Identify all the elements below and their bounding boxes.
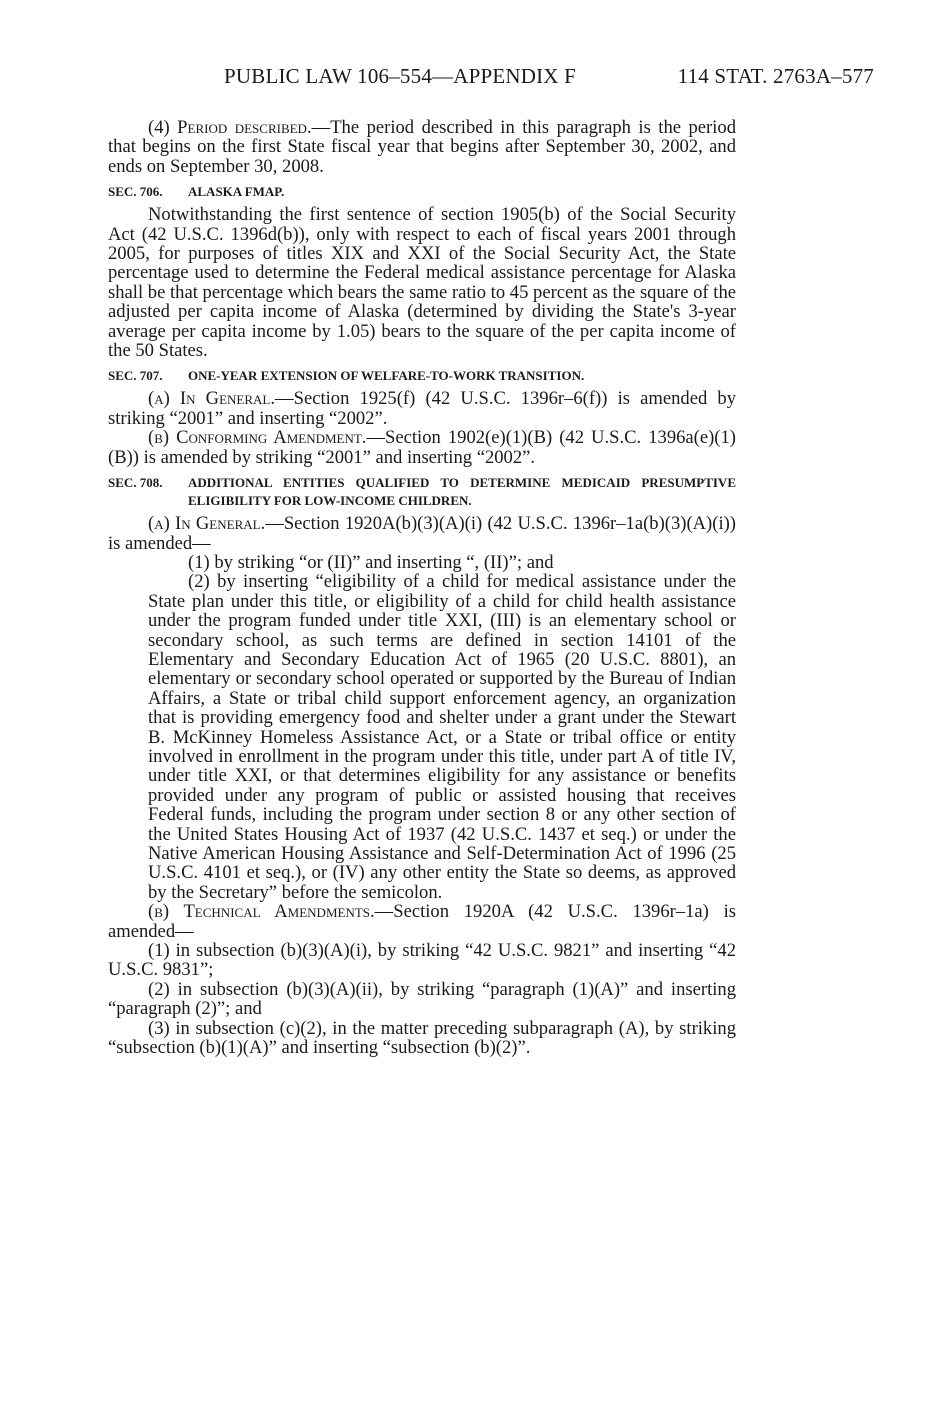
section-707-subsection-a (108, 389, 736, 428)
section-707-b-heading: (b) Conforming Amendment. (148, 427, 367, 449)
section-707-number: SEC. 707. (108, 368, 163, 384)
section-708-a-paragraph-1: (1) by striking “or (II)” and inserting “, (II)”; and (188, 551, 554, 573)
section-706-title: ALASKA FMAP. (188, 184, 285, 200)
section-708-a-text: —Section 1920A(b)(3)(A)(i) (42 U.S.C. 1396r–1a(b)(3)(A)(i)) is amended— (108, 513, 736, 554)
section-708-title: ADDITIONAL ENTITIES QUALIFIED TO DETERMINE MEDICAID PRESUMPTIVE ELIGIBILITY FOR LOW-INCOME CHILDREN. (188, 475, 736, 509)
section-708-b-text: —Section 1920A (42 U.S.C. 1396r–1a) is amended— (108, 901, 736, 942)
section-706-number: SEC. 706. (108, 184, 163, 200)
section-707-subsection-b (108, 428, 736, 467)
section-707-b-text: —Section 1902(e)(1)(B) (42 U.S.C. 1396a(e)(1)(B)) is amended by striking “2001” and inserting “2002”. (108, 427, 736, 468)
section-706-text: Notwithstanding the first sentence of section 1905(b) of the Social Security Act (42 U.S.C. 1396d(b)), only with respect to each of fiscal years 2001 through 2005, for purposes of titles XIX and XXI of the Social Security Act, the State percentage used to determine the Federal medical assistance percentage for Alaska shall be that percentage which bears the same ratio to 45 percent as the square of the adjusted per capita income of Alaska (determined by dividing the State's 3-year average per capita income by 1.05) bears to the square of the per capita income of the 50 States. (108, 204, 736, 362)
section-708-subsection-b (108, 902, 736, 941)
paragraph-4-period-described (108, 118, 736, 176)
document-body (108, 118, 736, 1057)
section-708-heading (108, 474, 736, 510)
section-707-title: ONE-YEAR EXTENSION OF WELFARE-TO-WORK TRANSITION. (188, 368, 585, 384)
section-708-b-paragraph-3: (3) in subsection (c)(2), in the matter preceding subparagraph (A), by striking “subsection (b)(1)(A)” and inserting “subsection (b)(2)”. (108, 1017, 736, 1059)
section-708-a-heading: (a) In General. (148, 513, 266, 535)
section-707-heading (108, 367, 736, 385)
section-708-b-paragraph-2: (2) in subsection (b)(3)(A)(ii), by striking “paragraph (1)(A)” and inserting “paragraph (2)”; and (108, 978, 736, 1020)
header-stat-page: 114 STAT. 2763A–577 (677, 64, 874, 88)
section-708-b-paragraph-1: (1) in subsection (b)(3)(A)(i), by striking “42 U.S.C. 9821” and inserting “42 U.S.C. 9831”; (108, 940, 736, 981)
running-header (224, 64, 874, 89)
section-708-a-paragraph-2: (2) by inserting “eligibility of a child for medical assistance under the State plan under this title, or eligibility of a child for child health assistance under the program funded under title XXI, (III) is an elementary school or secondary school, as such terms are defined in section 14101 of the Elementary and Secondary Education Act of 1965 (20 U.S.C. 8801), an elementary or secondary school operated or supported by the Bureau of Indian Affairs, a State or tribal child support enforcement agency, an organization that is providing emergency food and shelter under a grant under the Stewart B. McKinney Homeless Assistance Act, or a State or tribal office or entity involved in enrollment in the program under this title, under part A of title IV, under title XXI, or that determines eligibility for any assistance or benefits provided under any program of public or assisted housing that receives Federal funds, including the program under section 8 or any other section of the United States Housing Act of 1937 (42 U.S.C. 1437 et seq.) or under the Native American Housing Assistance and Self-Determination Act of 1996 (25 U.S.C. 4101 et seq.), or (IV) any other entity the State so deems, as approved by the Secretary” before the semicolon. (148, 571, 736, 903)
section-708-subsection-a (108, 514, 736, 553)
section-707-a-text: —Section 1925(f) (42 U.S.C. 1396r–6(f)) is amended by striking “2001” and inserting “2002”. (108, 388, 736, 429)
section-706-heading (108, 183, 736, 201)
section-708-b-heading: (b) Technical Amendments. (148, 901, 375, 923)
section-707-a-heading: (a) In General. (148, 388, 276, 410)
header-law-title: PUBLIC LAW 106–554—APPENDIX F (224, 64, 577, 88)
paragraph-4-text: —The period described in this paragraph is the period that begins on the first State fiscal year that begins after September 30, 2002, and ends on September 30, 2008. (108, 117, 736, 177)
section-708-number: SEC. 708. (108, 475, 163, 491)
paragraph-4-heading: (4) Period described. (148, 117, 312, 138)
